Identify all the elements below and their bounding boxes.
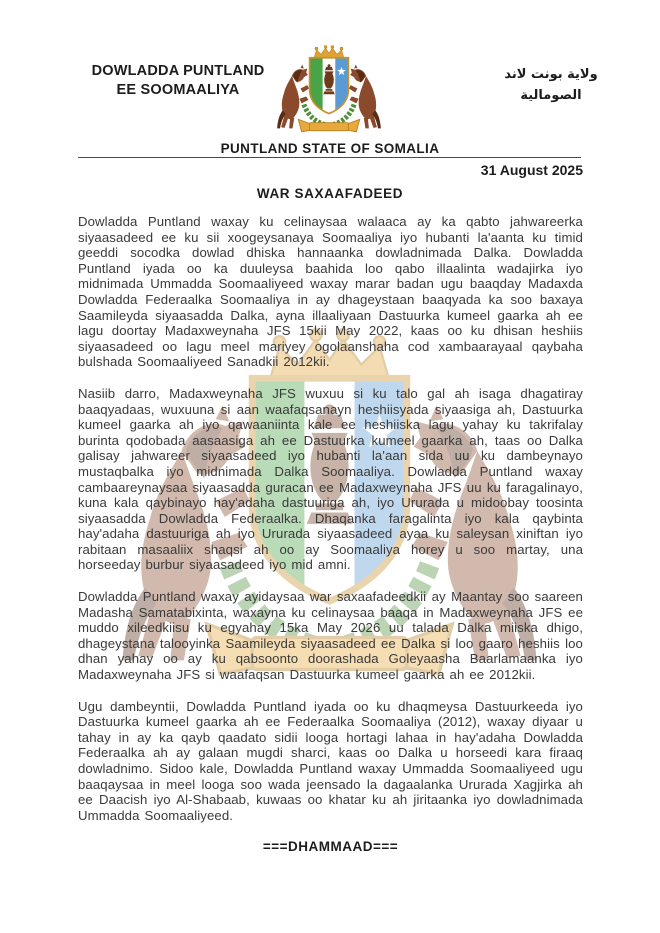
paragraph-3: Dowladda Puntland waxay ayidaysaa war saxaafadeedkii ay Maantay soo saareen Madasha Samatabixinta, waxayna ku celinaysaa baaqa in Madaxweynaha JFS ee muddo xileedkiisu ku egyahay 15ka May 2026 uu talada Dalka miiska dhigo, dhageystana talooyinka Saamileyda siyaasadeed ee Dalka si loo gaaro heshiis loo dhan yahay oo ay ku qabsoonto doorashada Goleyaasha Baarlamaanka iyo Madaxweynaha JFS si waafaqsan Dastuurka kumeel gaarka ah ee 2012kii. <box>78 589 583 683</box>
document-title: WAR SAXAAFADEED <box>256 186 404 201</box>
org-name-arabic <box>486 64 616 106</box>
paragraph-2: Nasiib darro, Madaxweynaha JFS wuxuu si ku talo gal ah isaga dhagatiray baaqyadaas, wuxuuna si aan waafaqsanayn heshiisyada siyaasiga ah, Dastuurka kumeel gaarka ah iyo qawaaniinta kale ee heshiiska lagu yahay ku takrifalay burinta qodobada aasaasiga ah ee Dastuurka kumeel gaarka ah, taas oo Dalka galisay jahwareer siyaasadeed iyo hubanti la'aan sida uu ku dambeynayo mustaqbalka iyo midnimada Dalka Soomaaliya. Dowladda Puntland waxay cambaareynaysaa siyaasadda guracan ee Madaxweynaha JFS uu ku faragalinayo, kuna kala qaybinayo hay'adaha dastuuriga ah, iyo Ururada u midoobay toosinta siyaasadda Dowladda Federaalka. Dhaqanka faragalinta iyo kala qaybinta hay'adaha dastuuriga ah iyo Ururada siyaasadeed ayaa ku saleysan xiniftan iyo rabitaan masaaliix shaqsi ah oo ay Soomaaliya horey u soo martay, una horseeday burbur siyaasadeed iyo mid amni. <box>78 385 583 573</box>
header-divider <box>78 157 581 158</box>
paragraph-1: Dowladda Puntland waxay ku celinaysaa walaaca ay ka qabto jahwareerka siyaasadeed ee ku sii xoogeysanaya Soomaaliya iyo hubanti la'aanta ku timid geeddi socodka dowlad dhiska hannaanka dowladnimada Dalka. Dowladda Puntland iyada oo ka duuleysa baahida loo qabo illaalinta wadajirka iyo midnimada Ummadda Soomaaliyeed waxay marar badan ugu baaqday Madaxda Dowladda Federaalka Soomaaliya in ay dhageystaan baaqyada ka soo baxaya Saamileyda siyaasadda Dalka, ayna illaaliyaan Dastuurka kumeel gaarka ah ee lagu doortay Madaxweynaha JFS 15kii May 2022, kaas oo ku dhisan heshiis siyaasadeed oo lagu meel mariyey ogolaanshaha cod xambaarayaal qaybaha bulshada Soomaaliyeed Sanadkii 2012kii. <box>78 214 583 370</box>
org-name-line1: DOWLADDA PUNTLAND <box>91 63 265 79</box>
state-title: PUNTLAND STATE OF SOMALIA <box>220 141 440 156</box>
document-body <box>78 214 583 854</box>
org-name-line2: EE SOOMAALIYA <box>116 82 240 98</box>
end-mark: ===DHAMMAAD=== <box>262 839 399 855</box>
org-name-arabic-line2: الصومالية <box>520 88 582 103</box>
document-date: 31 August 2025 <box>480 162 583 178</box>
org-name-arabic-line1: ولاية بونت لاند <box>504 67 598 82</box>
puntland-coat-of-arms-icon <box>272 45 386 140</box>
org-name <box>62 62 294 100</box>
paragraph-4: Ugu dambeyntii, Dowladda Puntland iyada oo ku dhaqmeysa Dastuurkeeda iyo Dastuurka kumeel gaarka ah ee Federaalka Soomaaliya (2012), waxay diyaar u tahay in ay ka qayb qaadato sidii looga hortagi lahaa in hay'adaha Dowladda Federaalka ah ay galaan mugdi sharci, kaas oo Dalka u horseedi kara firaaq dowladnimo. Sidoo kale, Dowladda Puntland waxay Ummadda Soomaaliyeed ugu baaqaysaa in meel looga soo wada jeensado la dagaalanka Ururada Xagjirka ah ee Daacish iyo Al-Shabaab, kuwaas oo khatar ku ah jiritaanka iyo dowladnimada Ummadda Soomaaliyeed. <box>78 698 583 823</box>
